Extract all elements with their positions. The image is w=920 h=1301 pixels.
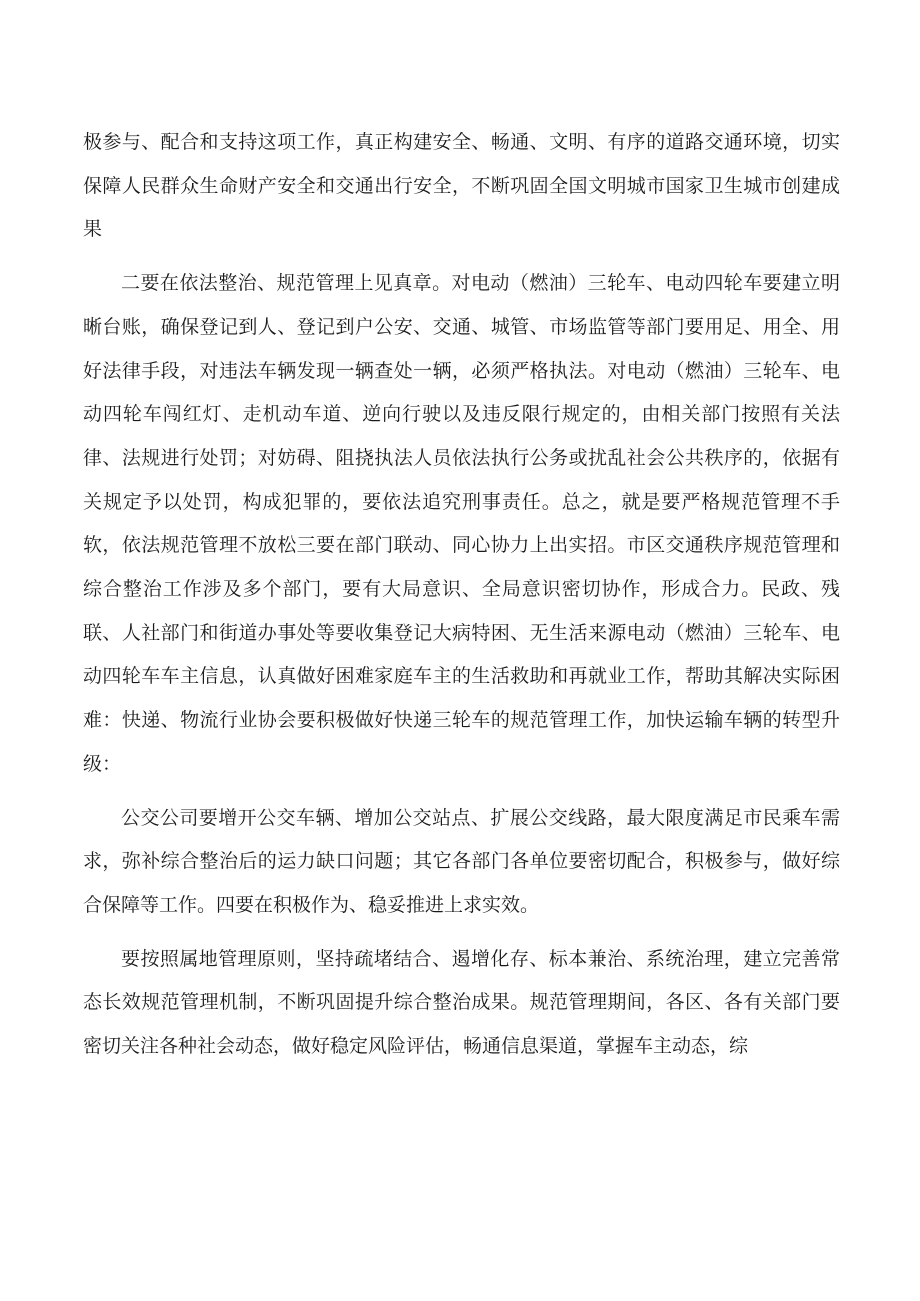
document-body <box>83 121 840 1079</box>
paragraph-2: 二要在依法整治、规范管理上见真章。对电动（燃油）三轮车、电动四轮车要建立明晰台账，确保登记到人、登记到户公安、交通、城管、市场监管等部门要用足、用全、用好法律手段，对违法车辆发现一辆查处一辆，必须严格执法。对电动（燃油）三轮车、电动四轮车闯红灯、走机动车道、逆向行驶以及违反限行规定的，由相关部门按照有关法律、法规进行处罚；对妨碍、阻挠执法人员依法执行公务或扰乱社会公共秩序的，依据有关规定予以处罚，构成犯罪的，要依法追究刑事责任。总之，就是要严格规范管理不手软，依法规范管理不放松三要在部门联动、同心协力上出实招。市区交通秩序规范管理和综合整治工作涉及多个部门，要有大局意识、全局意识密切协作，形成合力。民政、残联、人社部门和街道办事处等要收集登记大病特困、无生活来源电动（燃油）三轮车、电动四轮车车主信息，认真做好困难家庭车主的生活救助和再就业工作，帮助其解决实际困难：快递、物流行业协会要积极做好快递三轮车的规范管理工作，加快运输车辆的转型升级： <box>83 272 840 775</box>
paragraph-1: 极参与、配合和支持这项工作，真正构建安全、畅通、文明、有序的道路交通环境，切实保障人民群众生命财产安全和交通出行安全，不断巩固全国文明城市国家卫生城市创建成果 <box>83 131 840 241</box>
paragraph-3: 公交公司要增开公交车辆、增加公交站点、扩展公交线路，最大限度满足市民乘车需求，弥补综合整治后的运力缺口问题；其它各部门各单位要密切配合，积极参与，做好综合保障等工作。四要在积极作为、稳妥推进上求实效。 <box>83 806 840 916</box>
paragraph-4: 要按照属地管理原则，坚持疏堵结合、遏增化存、标本兼治、系统治理，建立完善常态长效规范管理机制，不断巩固提升综合整治成果。规范管理期间，各区、各有关部门要密切关注各种社会动态，做好稳定风险评估，畅通信息渠道，掌握车主动态，综 <box>83 947 840 1058</box>
